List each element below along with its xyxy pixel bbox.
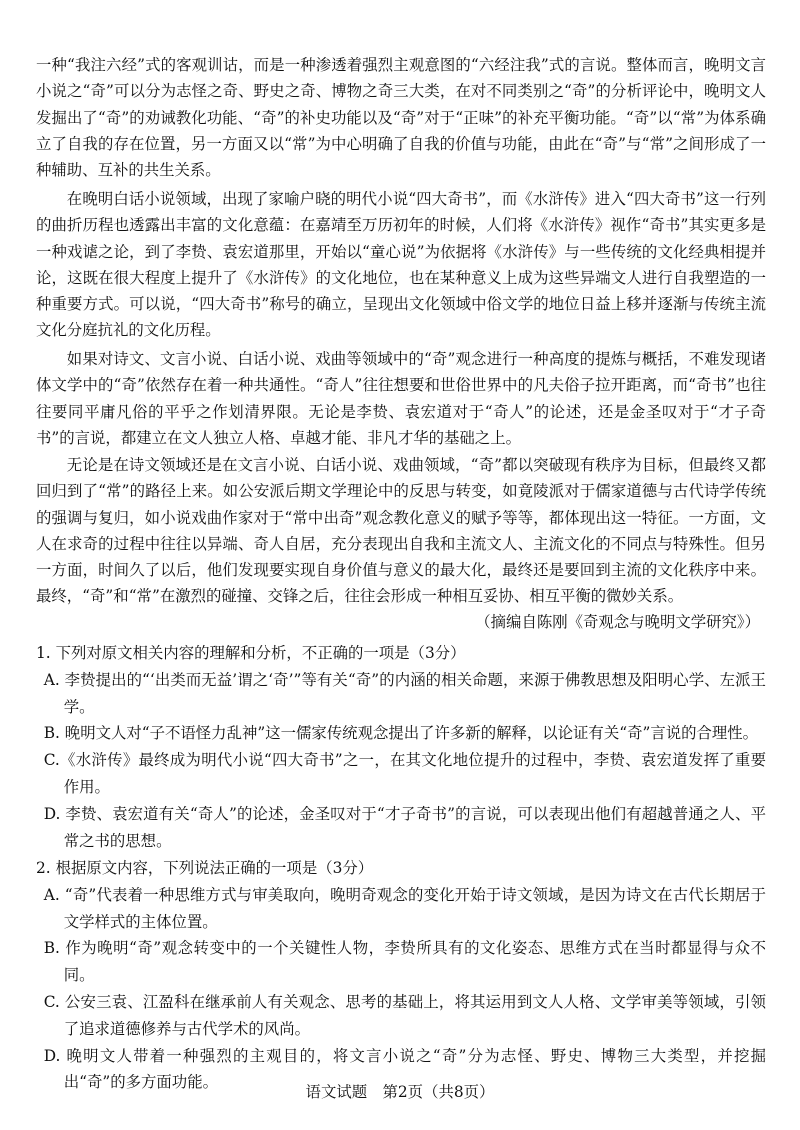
passage-paragraph-2: 在晚明白话小说领域，出现了家喻户晓的明代小说“四大奇书”，而《水浒传》进入“四大奇书”这一行列的曲折历程也透露出丰富的文化意蕴：在嘉靖至万历初年的时候，人们将《水浒传》视作“奇书”其实更多是一种戏谑之论，到了李贽、袁宏道那里，开始以“童心说”为依据将《水浒传》与一些传统的文化经典相提并论，这既在很大程度上提升了《水浒传》的文化地位，也在某种意义上成为这些异端文人进行自我塑造的一种重要方式。可以说，“四大奇书”称号的确立，呈现出文化领域中俗文学的地位日益上移并逐渐与传统主流文化分庭抗礼的文化历程。: [36, 190, 766, 340]
question-1-option-c: C.《水浒传》最终成为明代小说“四大奇书”之一，在其文化地位提升的过程中，李贽、袁宏道发挥了重要作用。: [43, 751, 766, 796]
question-2-option-b: B. 作为晚明“奇”观念转变中的一个关键性人物，李贽所具有的文化姿态、思维方式在当时都显得与众不同。: [43, 939, 766, 985]
question-1-option-b: B. 晚明文人对“子不语怪力乱神”这一儒家传统观念提出了许多新的解释，以论证有关“奇”言说的合理性。: [43, 724, 759, 743]
passage-source: （摘编自陈刚《奇观念与晚明文学研究》）: [475, 613, 760, 631]
passage-paragraph-1: 一种“我注六经”式的客观训诂，而是一种渗透着强烈主观意图的“六经注我”式的言说。整体而言，晚明文言小说之“奇”可以分为志怪之奇、野史之奇、博物之奇三大类，在对不同类别之“奇”的分析评论中，晚明文人发掘出了“奇”的劝诫教化功能、“奇”的补史功能以及“奇”对于“正味”的补充平衡功能。“奇”以“常”为体系确立了自我的存在位置，另一方面又以“常”为中心明确了自我的价值与功能，由此在“奇”与“常”之间形成了一种辅助、互补的共生关系。: [36, 56, 766, 180]
question-2-option-a: A. “奇”代表着一种思维方式与审美取向，晚明奇观念的变化开始于诗文领域，是因为诗文在古代长期居于文学样式的主体位置。: [43, 885, 766, 931]
question-2: [36, 855, 766, 1096]
question-1: [36, 640, 766, 854]
question-1-stem: 1. 下列对原文相关内容的理解和分析，不正确的一项是（3分）: [36, 644, 466, 662]
page-footer: 语文试题 第2页（共8页）: [305, 1083, 495, 1101]
passage-paragraph-3: 如果对诗文、文言小说、白话小说、戏曲等领域中的“奇”观念进行一种高度的提炼与概括，不难发现诸体文学中的“奇”依然存在着一种共通性。“奇人”往往想要和世俗世界中的凡夫俗子拉开距离，而“奇书”也往往要同平庸凡俗的平乎之作划清界限。无论是李贽、袁宏道对于“奇人”的论述，还是金圣叹对于“才子奇书”的言说，都建立在文人独立人格、卓越才能、非凡才华的基础之上。: [36, 350, 766, 447]
question-2-stem: 2. 根据原文内容，下列说法正确的一项是（3分）: [36, 859, 374, 877]
passage-paragraph-4: 无论是在诗文领域还是在文言小说、白话小说、戏曲领域，“奇”都以突破现有秩序为目标，但最终又都回归到了“常”的路径上来。如公安派后期文学理论中的反思与转变，如竟陵派对于儒家道德与古代诗学传统的强调与复归，如小说戏曲作家对于“常中出奇”观念教化意义的赋予等等，都体现出这一特征。一方面，文人在求奇的过程中往往以异端、奇人自居，充分表现出自我和主流文人、主流文化的不同点与特殊性。但另一方面，时间久了以后，他们发现要实现自身价值与意义的最大化，最终还是要回到主流的文化秩序中来。最终，“奇”和“常”在激烈的碰撞、交锋之后，往往会形成一种相互妥协、相互平衡的微妙关系。: [36, 456, 766, 606]
question-2-option-c: C. 公安三袁、江盈科在继承前人有关观念、思考的基础上，将其运用到文人人格、文学审美等领域，引领了追求道德修养与古代学术的风尚。: [43, 992, 766, 1038]
question-1-option-d: D. 李贽、袁宏道有关“奇人”的论述，金圣叹对于“才子奇书”的言说，可以表现出他们有超越普通之人、平常之书的思想。: [43, 804, 766, 850]
question-2-option-d: D. 晚明文人带着一种强烈的主观目的，将文言小说之“奇”分为志怪、野史、博物三大类型，并挖掘出“奇”的多方面功能。: [43, 1046, 766, 1092]
question-1-option-a: A. 李贽提出的“‘出类而无益’谓之‘奇’”等有关“奇”的内涵的相关命题，来源于佛教思想及阳明心学、左派王学。: [43, 670, 766, 716]
